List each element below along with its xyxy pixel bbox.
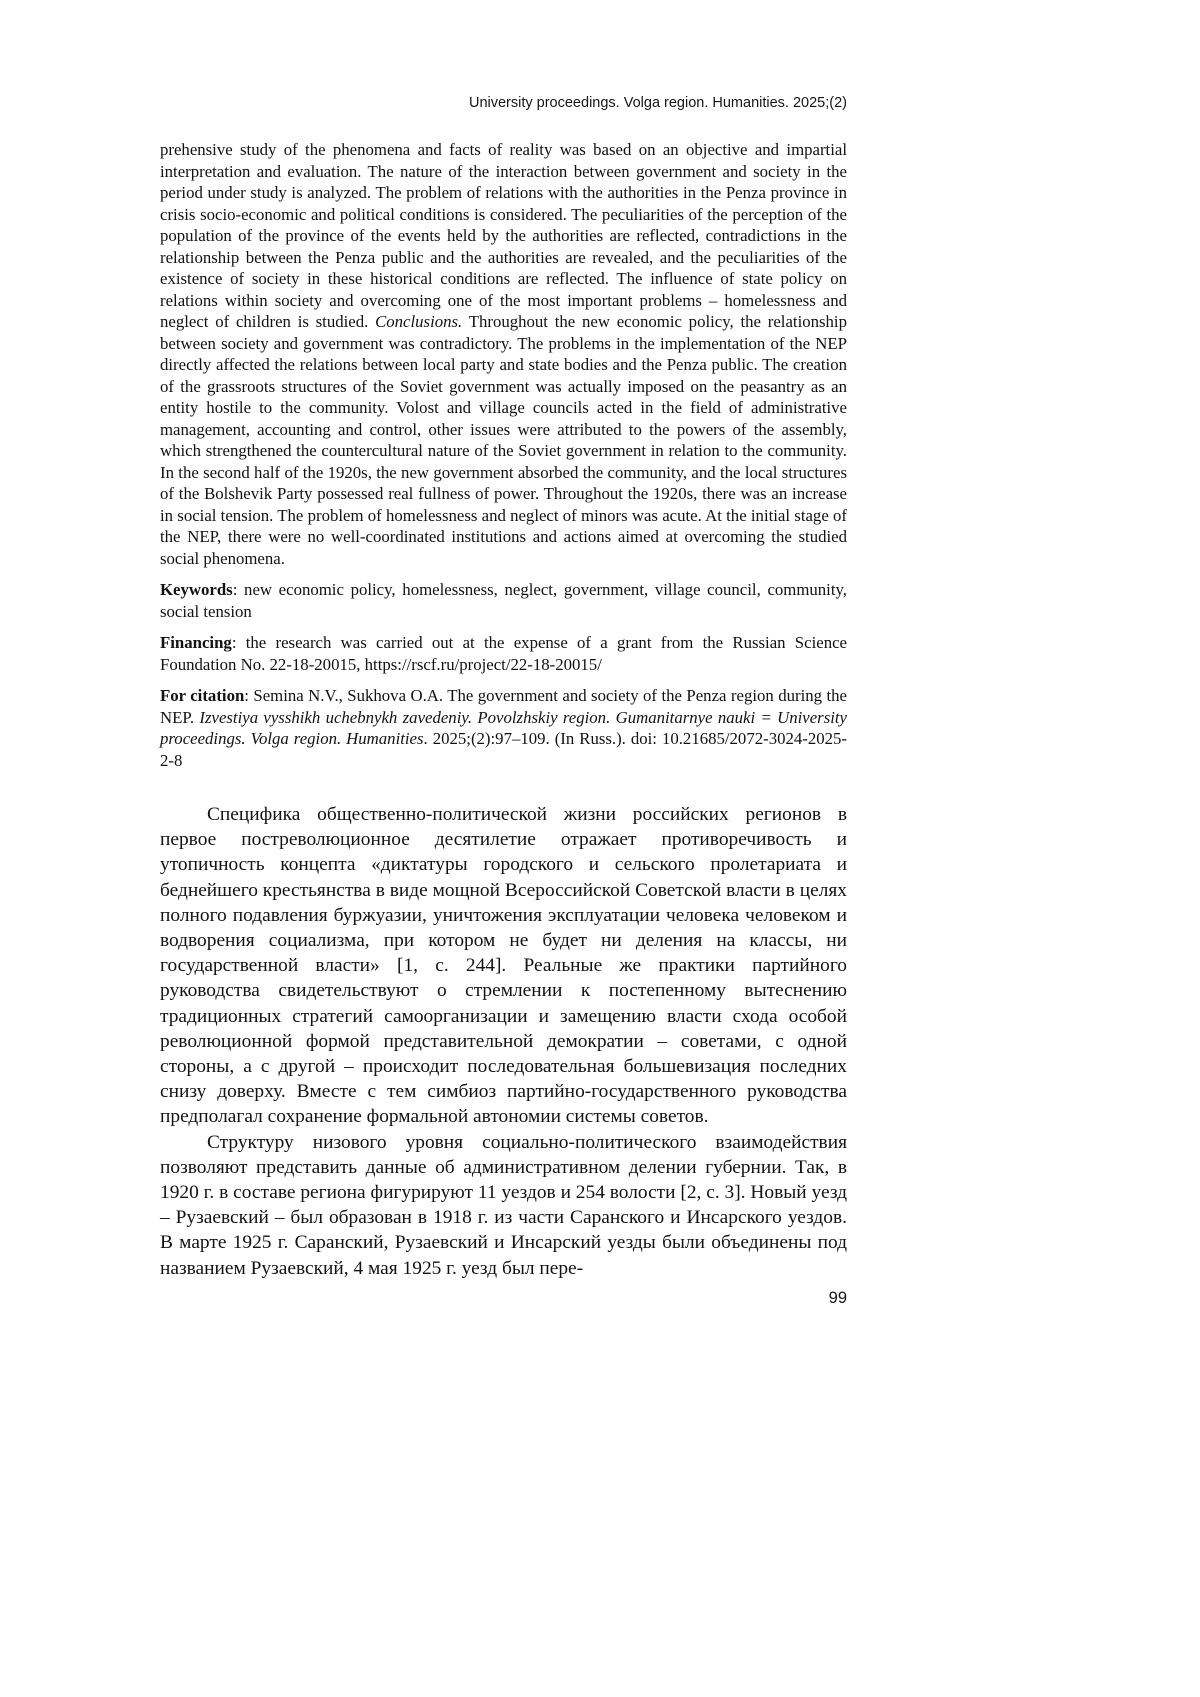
financing-paragraph: [160, 632, 847, 675]
financing-label: Financing: [160, 633, 232, 652]
citation-part1: : Semina N.V., Sukhova O.A. The government and society of the Penza region during the NEP.: [160, 686, 847, 727]
financing-text: : the research was carried out at the expense of a grant from the Russian Science Foundation No. 22-18-20015,: [160, 633, 847, 674]
citation-paragraph: [160, 685, 847, 771]
abstract-part1: prehensive study of the phenomena and facts of reality was based on an objective and impartial interpretation and evaluation. The nature of the interaction between government and society in the period under study is analyzed. The problem of relations with the authorities in the Penza province in crisis socio-economic and political conditions is considered. The peculiarities of the perception of the population of the province of the events held by the authorities are reflected, contradictions in the relationship between the Penza public and the authorities are revealed, and the peculiarities of the existence of society in these historical conditions are reflected. The influence of state policy on relations within society and overcoming one of the most important problems – homelessness and neglect of children is studied.: [160, 140, 847, 331]
citation-label: For citation: [160, 686, 245, 705]
abstract-part2: Throughout the new economic policy, the relationship between society and government was contradictory. The problems in the implementation of the NEP directly affected the relations between local party and state bodies and the Penza public. The creation of the grassroots structures of the Soviet government was actually imposed on the peasantry as an entity hostile to the community. Volost and village councils acted in the field of administrative management, accounting and control, other issues were attributed to the powers of the assembly, which strengthened the countercultural nature of the Soviet government in relation to the community. In the second half of the 1920s, the new government absorbed the community, and the local structures of the Bolshevik Party possessed real fullness of power. Throughout the 1920s, there was an increase in social tension. The problem of homelessness and neglect of minors was acute. At the initial stage of the NEP, there were no well-coordinated institutions and actions aimed at overcoming the studied social phenomena.: [160, 312, 847, 568]
body-paragraph-2: Структуру низового уровня социально-политического взаимодействия позволяют представить данные об административном делении губернии. Так, в 1920 г. в составе региона фигурируют 11 уездов и 254 волости [2, с. 3]. Новый уезд – Рузаевский – был образован в 1918 г. из части Саранского и Инсарского уездов. В марте 1925 г. Саранский, Рузаевский и Инсарский уезды были объединены под названием Рузаевский, 4 мая 1925 г. уезд был пере-: [160, 1131, 847, 1279]
abstract-text: [160, 139, 847, 569]
running-head: University proceedings. Volga region. Humanities. 2025;(2): [468, 95, 847, 111]
citation-journal: Izvestiya vysshikh uchebnykh zavedeniy. Povolzhskiy region. Gumanitarnye nauki = University proceedings. Volga region. Humanities: [160, 707, 848, 748]
body-paragraph-1: Специфика общественно-политической жизни российских регионов в первое постреволюционное десятилетие отражает противоречивость и утопичность концепта «диктатуры городского и сельского пролетариата и беднейшего крестьянства в виде мощной Всероссийской Советской власти в целях полного подавления буржуазии, уничтожения эксплуатации человека человеком и водворения социализма, при котором не будет ни деления на классы, ни государственной власти» [1, с. 244]. Реальные же практики партийного руководства свидетельствуют о стремлении к постепенному вытеснению традиционных стратегий самоорганизации и замещению власти схода особой революционной формой представительной демократии – советами, с одной стороны, а с другой – происходит последовательная большевизация последних снизу доверху. Вместе с тем симбиоз партийно-государственного руководства предполагал сохранение формальной автономии системы советов.: [160, 804, 847, 1128]
page-number: 99: [828, 1289, 847, 1307]
keywords-paragraph: [160, 579, 847, 622]
citation-part2: . 2025;(2):97–109. (In Russ.). doi: 10.21685/2072-3024-2025-2-8: [160, 729, 847, 770]
keywords-label: Keywords: [160, 580, 233, 599]
conclusions-label: Conclusions.: [375, 312, 463, 331]
content-column: [160, 94, 847, 1281]
financing-url: https://rscf.ru/project/22-18-20015/: [364, 654, 602, 674]
keywords-text: : new economic policy, homelessness, neglect, government, village council, community, social tension: [160, 580, 847, 621]
article-body: [160, 802, 847, 1281]
